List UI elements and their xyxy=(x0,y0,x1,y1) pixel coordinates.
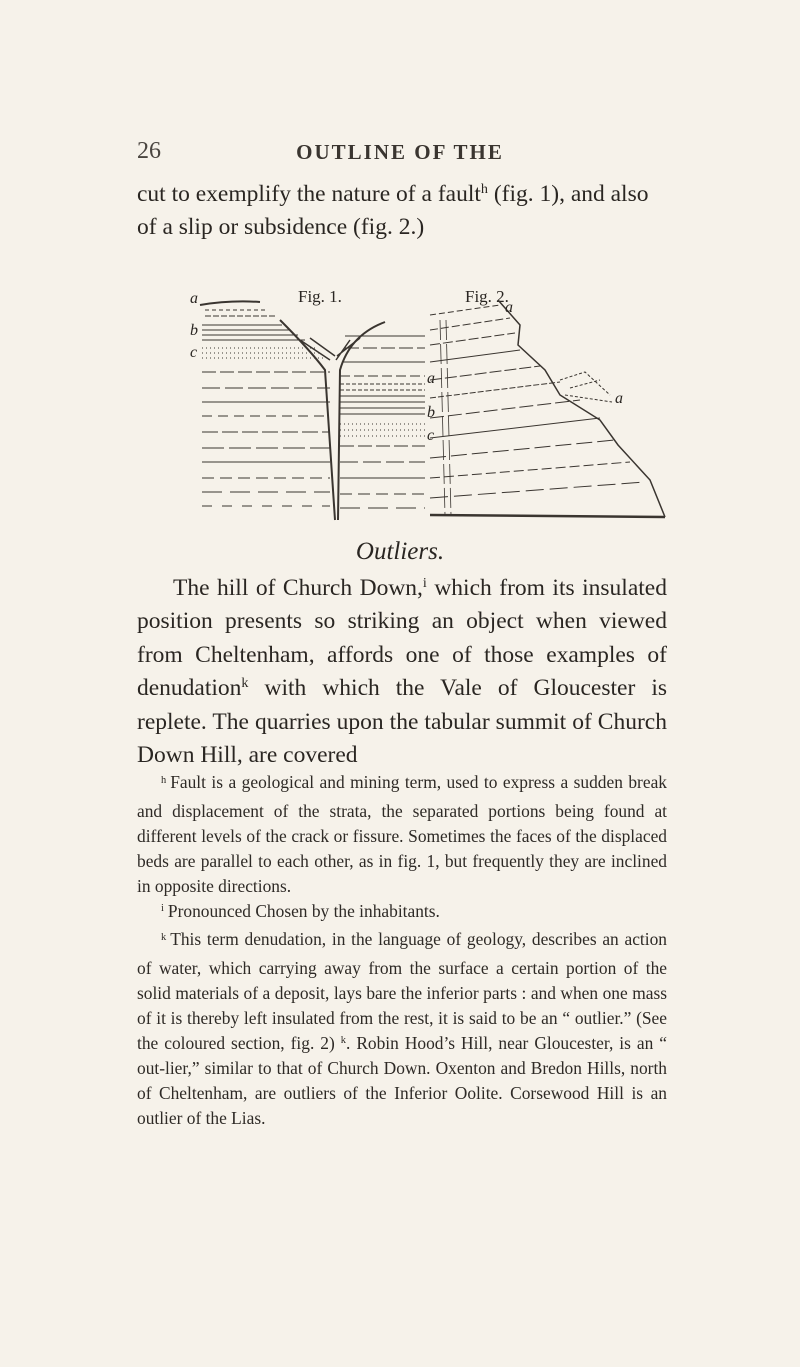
intro-text-before: cut to exemplify the nature of a fault xyxy=(137,181,481,207)
body-text-1: The hill of Church Down, xyxy=(173,575,423,601)
footnote-h-text: Fault is a geological and mining term, used to express a sudden break and displacement of the strata, the separated portions being found at different levels of the crack or fissure. Sometimes the faces of the displaced beds are parallel to each other, as in fig. 1, but frequently they are inclined in opposite directions. xyxy=(137,772,667,896)
fig1-fault-diagram xyxy=(200,301,425,520)
intro-text-after: (fig. 1), and also of a slip or subsidence (fig. 2.) xyxy=(137,181,649,240)
fig1-letter-c-left: c xyxy=(190,344,198,361)
footnote-i-text: Pronounced Chosen by the inhabitants. xyxy=(167,900,440,921)
footnote-ref-k: k xyxy=(241,675,249,692)
footnote-i xyxy=(137,899,667,928)
fig2-slip-diagram xyxy=(430,300,665,517)
fig1-letter-a-right: a xyxy=(427,370,435,387)
fig1-letter-a-left: a xyxy=(190,290,198,307)
fig1-letters xyxy=(190,290,435,444)
fig2-letter-a-top: a xyxy=(505,299,513,316)
footnote-k-mark: k xyxy=(161,932,167,944)
footnote-k xyxy=(137,927,667,1130)
fig1-label: Fig. 1. xyxy=(298,287,342,306)
footnote-k-inline-mark: k xyxy=(340,1035,346,1047)
fig1-letter-c-right: c xyxy=(427,427,435,444)
fig2-label: Fig. 2. xyxy=(465,287,509,306)
body-text-2: which from its insulated position presents so striking an object when viewed from Cheltenham, affords one of those examples of denudation xyxy=(137,575,667,702)
running-head: OUTLINE OF THE xyxy=(296,140,504,164)
fig2-letters xyxy=(505,299,623,407)
body-text-3: with which the Vale of Gloucester is replete. The quarries upon the tabular summit of Church Down Hill, are covered xyxy=(137,675,667,769)
footnote-i-mark: i xyxy=(161,903,164,915)
footnotes xyxy=(137,770,667,1131)
section-title: Outliers. xyxy=(355,538,445,565)
fig2-letter-a-lower: a xyxy=(615,390,623,407)
fig1-letter-b-left: b xyxy=(190,322,198,339)
footnote-ref-h: h xyxy=(480,181,488,198)
fig1-letter-b-right: b xyxy=(427,404,435,421)
page-number: 26 xyxy=(137,138,161,164)
body-paragraph xyxy=(137,572,667,772)
footnote-h-mark: h xyxy=(161,774,167,786)
figures-illustration xyxy=(0,0,800,540)
footnote-ref-i: i xyxy=(422,575,427,592)
footnote-k-text-a: This term denudation, in the language of geology, describes an action of water, which carrying away from the surface a certain portion of the solid materials of a deposit, lays bare the inferior parts : and when one mass of it is thereby left insulated from the rest, it is said to be an “ outlier.” (See the coloured section, fig. 2) xyxy=(137,929,667,1054)
footnote-h xyxy=(137,770,667,899)
footnote-k-text-b: . Robin Hood’s Hill, near Gloucester, is an “ out-lier,” similar to that of Church Down. Oxenton and Bredon Hills, north of Cheltenham, are outliers of the Inferior Oolite. Corsewood Hill is an outlier of the Lias. xyxy=(137,1033,667,1128)
